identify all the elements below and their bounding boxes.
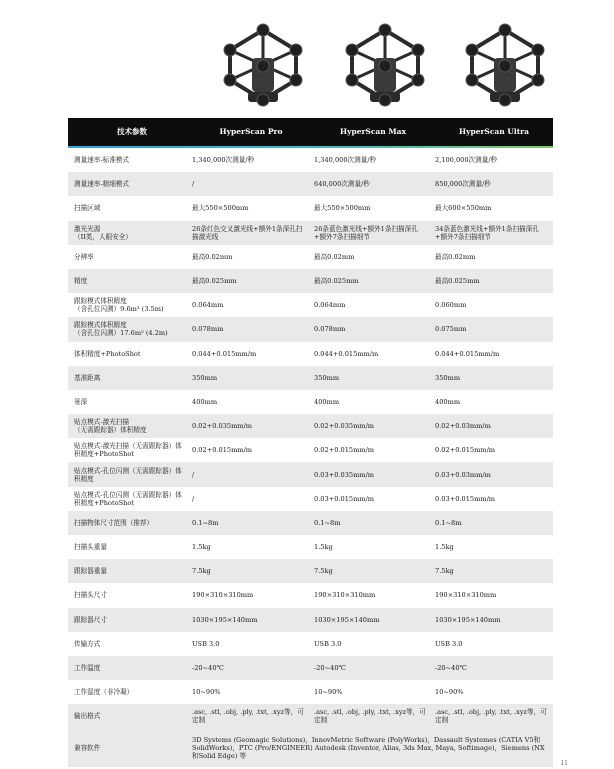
row-value: / — [192, 494, 195, 503]
row-value: 最高0.025mm — [192, 277, 237, 286]
table-row — [68, 487, 553, 511]
scanner-illustration — [450, 22, 560, 112]
row-label: 体积精度+PhotoShot — [74, 349, 141, 358]
row-value: 640,000次测量/秒 — [314, 180, 370, 189]
row-value: 190×310×310mm — [192, 591, 254, 600]
row-label: 传输方式 — [74, 639, 101, 648]
row-value: 最大550×500mm — [192, 204, 249, 213]
header-model-pro: HyperScan Pro — [219, 127, 283, 136]
row-value: 1.5kg — [314, 543, 333, 552]
row-value: 最大600×550mm — [435, 204, 492, 213]
row-value: 0.02+0.035mm/m — [314, 422, 375, 431]
table-row — [68, 342, 553, 366]
row-value: 0.03+0.035mm/m — [314, 470, 375, 479]
row-value: 0.064mm — [314, 301, 346, 310]
row-value: 0.1~8m — [435, 518, 462, 527]
row-label: 精度 — [74, 277, 88, 286]
table-row — [68, 559, 553, 583]
table-row — [68, 656, 553, 680]
table-row — [68, 511, 553, 535]
table-row — [68, 462, 553, 486]
row-value: 0.044+0.015mm/m — [435, 349, 500, 358]
row-value: 400mm — [314, 397, 340, 406]
table-row — [68, 583, 553, 607]
row-value: 最大550×500mm — [314, 204, 371, 213]
row-value: 0.02+0.03mm/m — [435, 422, 491, 431]
row-value: 0.1~8m — [192, 518, 219, 527]
software-row — [68, 729, 553, 767]
row-value: 1.5kg — [192, 543, 211, 552]
row-value: 0.075mm — [435, 325, 467, 334]
row-value: 7.5kg — [192, 567, 211, 576]
row-value: 1030×195×140mm — [314, 615, 380, 624]
row-value: 0.02+0.015mm/m — [435, 446, 496, 455]
row-value: 1,340,000次测量/秒 — [192, 156, 255, 165]
table-row — [68, 317, 553, 341]
row-label: 扫描头重量 — [74, 543, 107, 552]
row-value: 0.044+0.015mm/m — [314, 349, 379, 358]
row-value: 0.078mm — [192, 325, 224, 334]
row-label: 兼容软件 — [74, 743, 101, 752]
row-value: 34条蓝色激光线+额外1条扫描深孔+额外7条扫描细节 — [435, 224, 539, 241]
row-value: 0.03+0.015mm/m — [314, 494, 375, 503]
row-value: 最高0.025mm — [435, 277, 480, 286]
row-value: 7.5kg — [314, 567, 333, 576]
row-value: 1,340,000次测量/秒 — [314, 156, 377, 165]
row-value: 190×310×310mm — [435, 591, 497, 600]
row-value: .asc, .stl, .obj, .ply, .txt, .xyz等，可定制 — [435, 708, 547, 725]
row-value: USB 3.0 — [435, 639, 463, 648]
row-value: 850,000次测量/秒 — [435, 180, 491, 189]
row-value: 10~90% — [314, 688, 343, 697]
row-label: 贴点模式-孔位闪测（无需跟踪器）体积精度 — [74, 466, 182, 483]
table-row — [68, 680, 553, 704]
table-row — [68, 704, 553, 728]
row-value: 最高0.02mm — [192, 252, 233, 261]
hyperscan-max-image — [330, 22, 440, 112]
row-label: 测量速率-标准模式 — [74, 156, 129, 165]
row-value: 1.5kg — [435, 543, 454, 552]
row-value: / — [192, 470, 195, 479]
row-value: 0.064mm — [192, 301, 224, 310]
row-value: 0.02+0.035mm/m — [192, 422, 253, 431]
row-label: 工作湿度（非冷凝） — [74, 688, 134, 697]
row-label: 跟踪模式体积精度 （含孔位闪测）17.6m³ (4.2m) — [74, 321, 168, 338]
row-value: 7.5kg — [435, 567, 454, 576]
table-row — [68, 148, 553, 172]
row-value: 10~90% — [435, 688, 464, 697]
row-value: 0.03+0.03mm/m — [435, 470, 491, 479]
row-value: 190×310×310mm — [314, 591, 376, 600]
row-value: 1030×195×140mm — [192, 615, 258, 624]
row-value: .asc, .stl, .obj, .ply, .txt, .xyz等，可定制 — [192, 708, 304, 725]
table-row — [68, 245, 553, 269]
row-value: 400mm — [435, 397, 461, 406]
row-value: -20~40℃ — [314, 664, 346, 673]
row-value: 26条蓝色激光线+额外1条扫描深孔+额外7条扫描细节 — [314, 224, 418, 241]
row-value: 0.044+0.015mm/m — [192, 349, 257, 358]
page-number: 11 — [560, 760, 568, 767]
row-value: USB 3.0 — [314, 639, 342, 648]
row-value: 350mm — [435, 373, 461, 382]
hyperscan-pro-image — [208, 22, 318, 112]
row-label: 激光光源 （II类，人眼安全） — [74, 224, 132, 241]
row-label: 贴点模式-激光扫描 （无需跟踪器）体积精度 — [74, 418, 147, 435]
table-row — [68, 366, 553, 390]
row-label: 景深 — [74, 397, 88, 406]
row-value: 1030×195×140mm — [435, 615, 501, 624]
spec-table — [68, 118, 553, 767]
row-value: -20~40℃ — [192, 664, 224, 673]
table-row — [68, 221, 553, 245]
row-label: 跟踪模式体积精度 （含孔位闪测）9.6m³ (3.5m) — [74, 297, 164, 314]
row-value: 最高0.02mm — [435, 252, 476, 261]
row-label: 分辨率 — [74, 252, 94, 261]
row-value: .asc, .stl, .obj, .ply, .txt, .xyz等，可定制 — [314, 708, 426, 725]
row-value: 最高0.025mm — [314, 277, 359, 286]
row-label: 跟踪器重量 — [74, 567, 107, 576]
row-label: 基准距离 — [74, 373, 101, 382]
table-row — [68, 172, 553, 196]
row-value: 最高0.02mm — [314, 252, 355, 261]
row-label: 扫描物体尺寸范围（推荐） — [74, 518, 154, 527]
table-row — [68, 196, 553, 220]
scanner-illustration — [330, 22, 440, 112]
row-value: 0.03+0.015mm/m — [435, 494, 496, 503]
table-row — [68, 608, 553, 632]
product-images — [0, 0, 614, 118]
table-row — [68, 390, 553, 414]
row-label: 贴点模式-激光扫描（无需跟踪器）体积精度+PhotoShot — [74, 442, 182, 459]
table-row — [68, 269, 553, 293]
row-label: 测量速率-精细模式 — [74, 180, 129, 189]
header-params: 技术参数 — [117, 127, 147, 136]
software-text: 3D Systems (Geomagic Solutions)，InnovMetric Software (PolyWorks)，Dassault Systemes (CATIA V5和SolidWorks)，PTC (Pro/ENGINEER) Autodesk (Inventor, Alias, 3ds Max, Maya, Softimage)，Siemens (NX和Solid Edge) 等 — [192, 735, 545, 760]
row-value: 0.060mm — [435, 301, 467, 310]
hyperscan-ultra-image — [450, 22, 560, 112]
table-row — [68, 632, 553, 656]
row-label: 工作温度 — [74, 664, 101, 673]
row-value: / — [192, 180, 195, 189]
row-value: 2,100,000次测量/秒 — [435, 156, 498, 165]
row-label: 输出格式 — [74, 712, 101, 721]
table-row — [68, 438, 553, 462]
row-value: 350mm — [192, 373, 218, 382]
header-model-max: HyperScan Max — [340, 127, 406, 136]
table-header — [68, 118, 553, 146]
row-value: 26条红色交叉激光线+额外1条深孔扫描激光线 — [192, 224, 303, 241]
row-value: 400mm — [192, 397, 218, 406]
row-value: 0.02+0.015mm/m — [314, 446, 375, 455]
row-value: 0.078mm — [314, 325, 346, 334]
row-label: 扫描头尺寸 — [74, 591, 107, 600]
row-value: 350mm — [314, 373, 340, 382]
row-label: 跟踪器尺寸 — [74, 615, 107, 624]
header-model-ultra: HyperScan Ultra — [459, 127, 529, 136]
row-value: 0.1~8m — [314, 518, 341, 527]
table-body — [68, 148, 553, 729]
table-row — [68, 414, 553, 438]
table-row — [68, 293, 553, 317]
row-label: 贴点模式-孔位闪测（无需跟踪器）体积精度+PhotoShot — [74, 490, 182, 507]
row-value: -20~40℃ — [435, 664, 467, 673]
row-value: USB 3.0 — [192, 639, 220, 648]
row-value: 10~90% — [192, 688, 221, 697]
scanner-illustration — [208, 22, 318, 112]
row-label: 扫描区域 — [74, 204, 101, 213]
table-row — [68, 535, 553, 559]
row-value: 0.02+0.015mm/m — [192, 446, 253, 455]
